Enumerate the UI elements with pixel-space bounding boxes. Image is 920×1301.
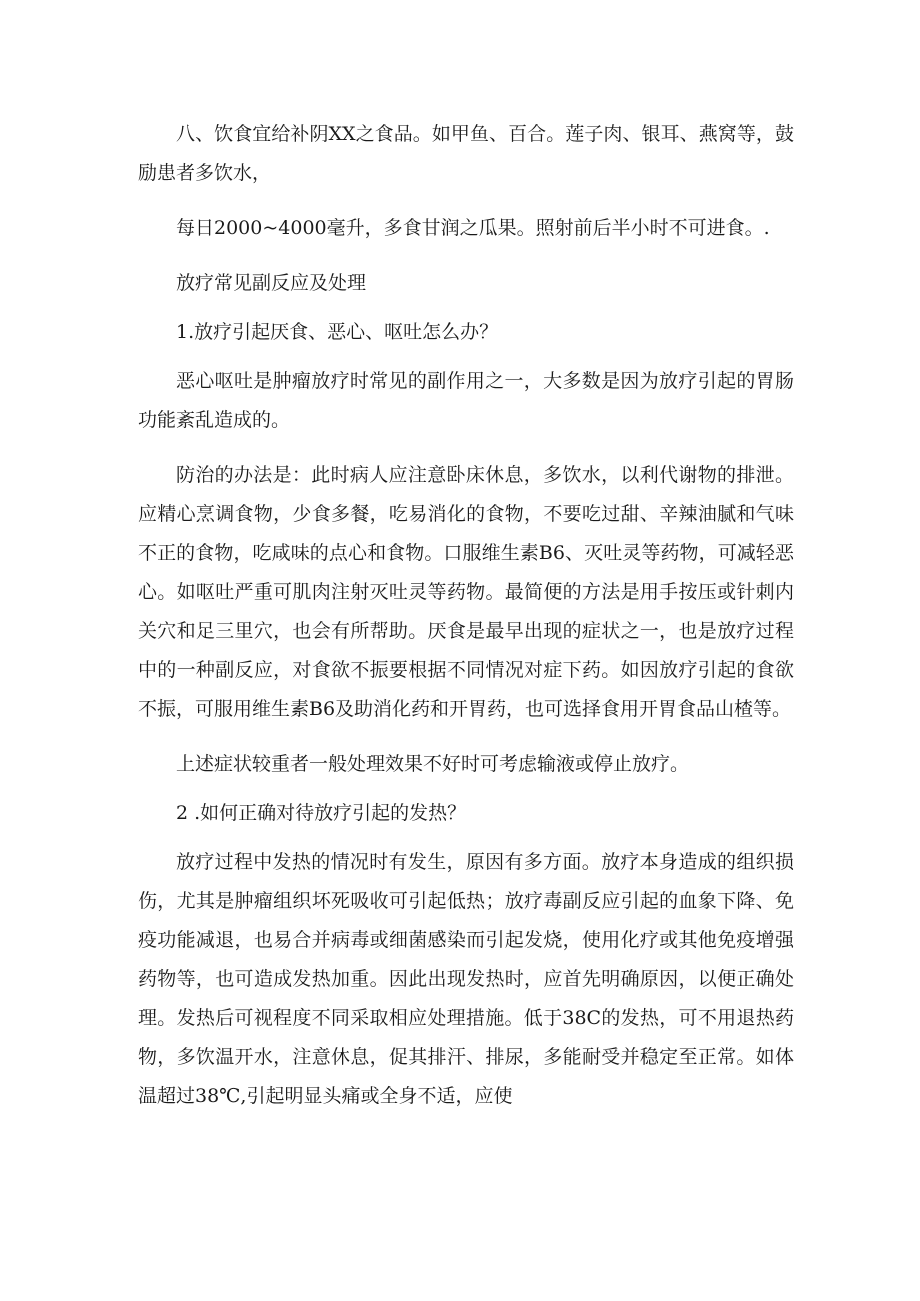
paragraph-nausea-cause: 恶心呕吐是肿瘤放疗时常见的副作用之一，大多数是因为放疗引起的胃肠功能紊乱造成的。 xyxy=(138,370,794,431)
question-1-heading: 1.放疗引起厌食、恶心、呕吐怎么办？ xyxy=(176,321,499,343)
question-2-heading: 2 .如何正确对待放疗引起的发热？ xyxy=(176,802,467,824)
paragraph-severe-symptoms: 上述症状较重者一般处理效果不好时可考虑输液或停止放疗。 xyxy=(176,753,690,775)
section-heading: 放疗常见副反应及处理 xyxy=(176,272,367,294)
paragraph-diet: 八、饮食宜给补阴XX之食品。如甲鱼、百合。莲子肉、银耳、燕窝等，鼓励患者多饮水， xyxy=(138,123,794,184)
document-page xyxy=(138,115,794,1132)
paragraph-water-intake: 每日2000~4000毫升，多食甘润之瓜果。照射前后半小时不可进食。. xyxy=(176,217,770,239)
paragraph-nausea-treatment: 防治的办法是：此时病人应注意卧床休息，多饮水，以利代谢物的排泄。应精心烹调食物，少食多餐，吃易消化的食物，不要吃过甜、辛辣油腻和气味不正的食物，吃咸味的点心和食物。口服维生素B6、灭吐灵等药物，可减轻恶心。如呕吐严重可肌肉注射灭吐灵等药物。最简便的方法是用手按压或针刺内关穴和足三里穴，也会有所帮助。厌食是最早出现的症状之一，也是放疗过程中的一种副反应，对食欲不振要根据不同情况对症下药。如因放疗引起的食欲不振，可服用维生素B6及助消化药和开胃药，也可选择食用开胃食品山楂等。 xyxy=(138,464,794,720)
paragraph-fever: 放疗过程中发热的情况时有发生，原因有多方面。放疗本身造成的组织损伤，尤其是肿瘤组织坏死吸收可引起低热；放疗毒副反应引起的血象下降、免疫功能减退，也易合并病毒或细菌感染而引起发烧，使用化疗或其他免疫增强药物等，也可造成发热加重。因此出现发热时，应首先明确原因，以便正确处理。发热后可视程度不同采取相应处理措施。低于38C的发热，可不用退热药物，多饮温开水，注意休息，促其排汗、排尿，多能耐受并稳定至正常。如体温超过38℃,引起明显头痛或全身不适，应使 xyxy=(138,851,794,1107)
